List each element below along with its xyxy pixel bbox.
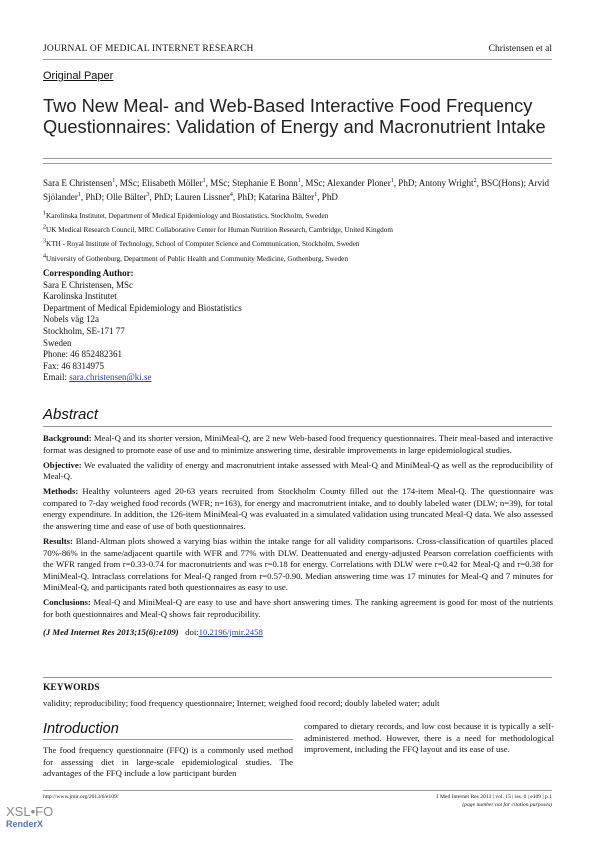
author-name: Katarina Bälter — [258, 192, 315, 202]
header-rule — [43, 59, 552, 60]
abstract-conclusions — [43, 597, 553, 620]
author-degree: , MSc; — [300, 178, 327, 188]
corresponding-phone: Phone: 46 852482361 — [43, 349, 123, 360]
author-name: Elisabeth Möller — [141, 178, 203, 188]
author-degree: , PhD; — [80, 192, 107, 202]
results-text: Bland-Altman plots showed a varying bias within the intake range for all validity comparisons. Cross-classification of quartiles placed 70%-86% in the same/adjacent quartile with WFR and 77% with DLW. Deattenuated and energy-adjusted Pearson correlation coefficients with the WFR ranged from r=0.33-0.74 for macronutrients and was r=0.18 for energy. Correlations with DLW were r=0.42 for Meal-Q and r=0.38 for MiniMeal-Q. Intraclass correlations for Meal-Q ranged from r=0.57-0.90. Median answering time was 17 minutes for Meal-Q and 7 minutes for MiniMeal-Q, and participants rated both questionnaires as easy to use. — [43, 536, 553, 593]
abstract-objective — [43, 460, 553, 483]
introduction-left-column: The food frequency questionnaire (FFQ) is a commonly used method for assessing diet in large-scale epidemiological studies. The advantages of the FFQ include a low participant burden — [43, 745, 293, 779]
affiliation-item — [43, 209, 555, 223]
affiliation-text: University of Gothenburg, Department of Public Health and Community Medicine, Gothenburg, Sweden — [46, 254, 348, 263]
author-name: Stephanie E Bonn — [232, 178, 298, 188]
abstract-rule — [43, 426, 552, 427]
journal-name: JOURNAL OF MEDICAL INTERNET RESEARCH — [43, 44, 254, 54]
title-rule-bottom — [43, 163, 552, 164]
abstract-results — [43, 536, 553, 594]
author-affiliation-number: 1 — [77, 191, 81, 198]
author-affiliation-number: 1 — [112, 177, 116, 184]
doi-label: doi: — [185, 626, 199, 637]
affiliation-text: UK Medical Research Council, MRC Collaborative Center for Human Nutrition Research, Cambridge, United Kingdom — [46, 226, 393, 235]
corresponding-email-line — [43, 372, 343, 384]
corresponding-fax: Fax: 46 8314975 — [43, 360, 105, 371]
introduction-rule — [43, 739, 293, 740]
footer-citation-block — [436, 793, 552, 809]
affiliation-number: 2 — [43, 224, 46, 231]
keywords-text: validity; reproducibility; food frequency questionnaire; Internet; weighed food record; doubly labeled water; adult — [43, 698, 440, 708]
affiliation-number: 3 — [43, 239, 46, 246]
author-affiliation-number: 4 — [229, 191, 233, 198]
author-name: Arvid Sjölander — [43, 178, 550, 202]
author-affiliation-number: 3 — [146, 191, 150, 198]
abstract-body — [43, 433, 553, 642]
affiliation-text: Karolinska Institutet, Department of Medical Epidemiology and Biostatistics, Stockholm, Sweden — [46, 212, 329, 220]
affiliation-item — [43, 252, 555, 266]
xslfo-logo-text: XSL•FO — [6, 804, 54, 819]
corresponding-country: Sweden — [43, 337, 72, 348]
conclusions-text: Meal-Q and MiniMeal-Q are easy to use and have short answering times. The ranking agreement is good for most of the nutrients for both questionnaires and Meal-Q shows fair reproducibility. — [43, 597, 553, 620]
introduction-heading: Introduction — [43, 721, 119, 737]
objective-text: We evaluated the validity of energy and macronutrient intake assessed with Meal-Q and MiniMeal-Q as well as the reproducibility of Meal-Q. — [43, 459, 553, 482]
results-label: Results: — [43, 536, 73, 547]
author-affiliation-number: 1 — [314, 191, 318, 198]
author-degree: , MSc; — [205, 178, 233, 188]
author-name: Sara E Christensen — [43, 178, 113, 188]
footer-note: (page number not for citation purposes) — [462, 802, 552, 808]
author-degree: , PhD — [317, 192, 338, 202]
corresponding-author-label: Corresponding Author: — [43, 268, 134, 278]
methods-label: Methods: — [43, 486, 79, 497]
corresponding-institution: Karolinska Institutet — [43, 291, 117, 302]
keywords-rule — [43, 677, 552, 678]
introduction-right-column: compared to dietary records, and low cost because it is typically a self-administered method. However, there is a need for methodological improvement, including the FFQ layout and its ease of use. — [304, 721, 554, 755]
corresponding-author-block — [43, 268, 343, 384]
email-link[interactable]: sara.christensen@ki.se — [69, 372, 152, 383]
corresponding-city: Stockholm, SE-171 77 — [43, 325, 125, 336]
abstract-heading: Abstract — [43, 406, 99, 423]
footer-url: http://www.jmir.org/2013/6/e109/ — [43, 794, 119, 800]
author-affiliation-number: 2 — [473, 177, 477, 184]
author-name: Lauren Lissner — [175, 192, 230, 202]
affiliation-item — [43, 223, 555, 237]
conclusions-label: Conclusions: — [43, 597, 91, 608]
corresponding-name: Sara E Christensen, MSc — [43, 279, 133, 290]
author-name: Antony Wright — [418, 178, 474, 188]
article-type: Original Paper — [43, 70, 114, 82]
doi-link[interactable]: 10.2196/jmir.2458 — [198, 626, 263, 637]
affiliation-text: KTH - Royal Institute of Technology, School of Computer Science and Communication, Stockholm, Sweden — [46, 240, 360, 249]
renderx-logo-text: RenderX — [6, 819, 44, 829]
footer-citation: J Med Internet Res 2013 | vol. 15 | iss. 6 | e109 | p.1 — [436, 794, 552, 800]
background-text: Meal-Q and its shorter version, MiniMeal-Q, are 2 new Web-based food frequency questionnaires. Their meal-based and interactive format was designed to promote ease of use and to minimize answering time, desirable improvements in large epidemiological studies. — [43, 433, 553, 455]
affiliation-item — [43, 237, 555, 251]
objective-label: Objective: — [43, 459, 82, 470]
running-author: Christensen et al — [488, 44, 552, 54]
author-affiliation-number: 1 — [297, 177, 301, 184]
background-label: Background: — [43, 433, 92, 443]
author-degree: , PhD; — [232, 192, 259, 202]
author-name: Alexander Ploner — [326, 178, 391, 188]
footer-rule — [43, 790, 552, 791]
keywords-heading: KEYWORDS — [43, 683, 100, 693]
article-title: Two New Meal- and Web-Based Interactive Food Frequency Questionnaires: Validation of Energy and Macronutrient Intake — [43, 95, 546, 137]
author-affiliation-number: 1 — [390, 177, 394, 184]
journal-citation: (J Med Internet Res 2013;15(6):e109) — [43, 626, 179, 637]
author-degree: , BSC(Hons); — [476, 178, 528, 188]
citation-line — [43, 627, 553, 639]
abstract-methods — [43, 486, 553, 532]
corresponding-street: Nobels väg 12a — [43, 314, 99, 325]
author-degree: , PhD; — [149, 192, 176, 202]
corresponding-department: Department of Medical Epidemiology and Biostatistics — [43, 302, 242, 313]
title-rule-top — [43, 158, 552, 159]
affiliation-number: 4 — [43, 253, 46, 260]
xslfo-renderx-logo — [6, 805, 53, 830]
affiliation-number: 1 — [43, 210, 46, 217]
author-name: Olle Bälter — [106, 192, 147, 202]
affiliation-list — [43, 209, 555, 266]
author-degree: , MSc; — [115, 178, 142, 188]
methods-text: Healthy volunteers aged 20-63 years recruited from Stockholm County filled out the 174-item Meal-Q. The questionnaire was compared to 7-day weighed food records (WFR; n=163), for energy and macronutrient intake, and to doubly labeled water (DLW; n=39), for total energy expenditure. In addition, the 126-item MiniMeal-Q was evaluated in a simulated validation using truncated Meal-Q data. We also assessed the answering time and ease of use of both questionnaires. — [43, 486, 554, 532]
email-label: Email: — [43, 372, 70, 383]
abstract-background — [43, 433, 553, 456]
author-affiliation-number: 1 — [202, 177, 206, 184]
author-list — [43, 176, 555, 204]
author-degree: , PhD; — [393, 178, 419, 188]
